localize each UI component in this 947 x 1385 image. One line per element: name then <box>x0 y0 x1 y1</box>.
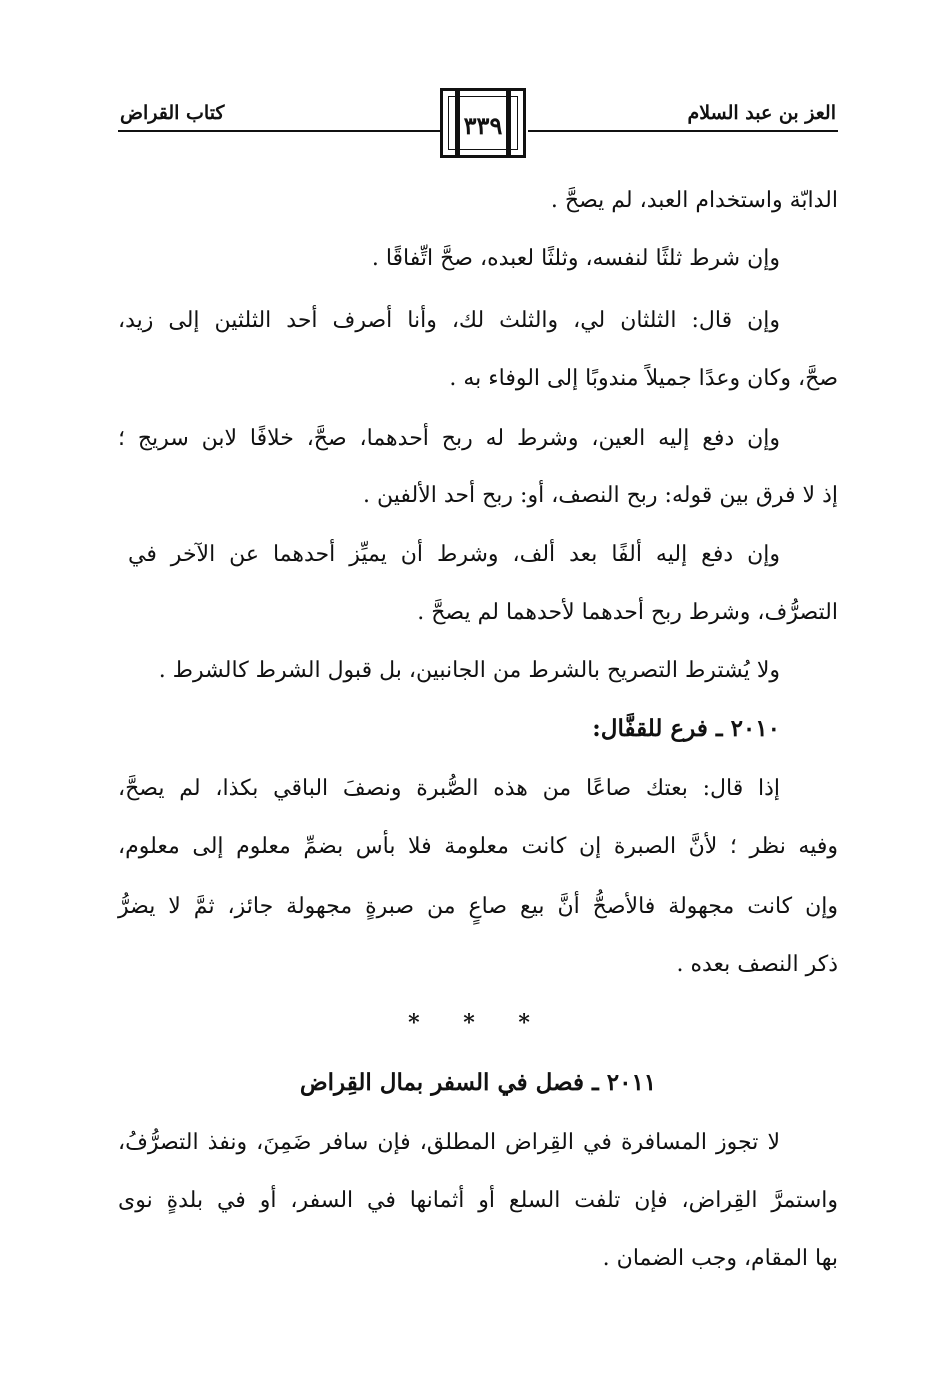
text-line: التصرُّف، وشرط ربح أحدهما لأحدهما لم يصحَّ . <box>417 600 838 625</box>
text-line: لا تجوز المسافرة في القِراض المطلق، فإن سافر ضَمِنَ، ونفذ التصرُّفُ، <box>118 1130 780 1155</box>
book-running-title: كتاب القراض <box>120 102 225 124</box>
text-line: إذ لا فرق بين قوله: ربح النصف، أو: ربح أحد الألفين . <box>363 483 838 508</box>
text-line: وإن دفع إليه ألفًا بعد ألف، وشرط أن يميِّز أحدهما عن الآخر في <box>128 542 780 567</box>
text-line: وإن دفع إليه العين، وشرط له ربح أحدهما، صحَّ، خلافًا لابن سريج ؛ <box>118 426 780 451</box>
page-number: ٣٣٩ <box>463 111 503 140</box>
text-line: واستمرَّ القِراض، فإن تلفت السلع أو أثمانها في السفر، أو في بلدةٍ نوى <box>118 1188 838 1213</box>
text-line: إذا قال: بعتك صاعًا من هذه الصُّبرة ونصفَ الباقي بكذا، لم يصحَّ، <box>118 776 780 801</box>
section-heading-2010: ٢٠١٠ ـ فرع للقفَّال: <box>592 715 780 742</box>
section-heading-2011: ٢٠١١ ـ فصل في السفر بمال القِراض <box>299 1069 657 1096</box>
text-line: الدابّة واستخدام العبد، لم يصحَّ . <box>550 188 838 213</box>
header-rule-left <box>118 130 440 132</box>
text-line: صحَّ، وكان وعدًا جميلاً مندوبًا إلى الوفاء به . <box>449 366 838 391</box>
header-rule-right <box>528 130 838 132</box>
text-line: وإن كانت مجهولة فالأصحُّ أنَّ بيع صاعٍ من صبرةٍ مجهولة جائز، ثمَّ لا يضرُّ <box>118 894 838 919</box>
text-line: بها المقام، وجب الضمان . <box>602 1246 838 1271</box>
text-line: ذكر النصف بعده . <box>676 952 838 977</box>
page-header <box>118 88 838 160</box>
text-line: وفيه نظر ؛ لأنَّ الصبرة إن كانت معلومة فلا بأس بضمِّ معلوم إلى معلوم، <box>118 834 838 859</box>
author-running-title: العز بن عبد السلام <box>687 102 836 124</box>
page-number-frame <box>440 88 526 158</box>
text-line: وإن قال: الثلثان لي، والثلث لك، وأنا أصرف أحد الثلثين إلى زيد، <box>118 308 780 333</box>
text-line: ولا يُشترط التصريح بالشرط من الجانبين، بل قبول الشرط كالشرط . <box>158 658 780 683</box>
text-line: وإن شرط ثلثًا لنفسه، وثلثًا لعبده، صحَّ اتِّفاقًا . <box>371 246 780 271</box>
section-divider-stars: * * * <box>408 1010 548 1036</box>
